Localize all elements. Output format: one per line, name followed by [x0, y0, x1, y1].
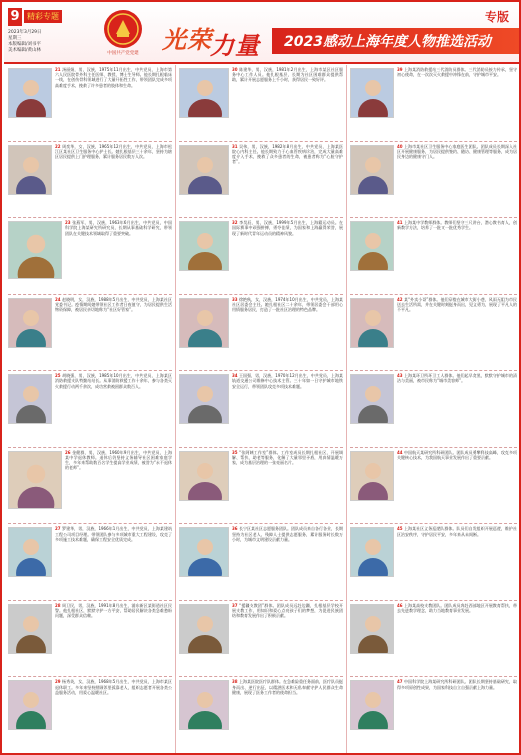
nominee-entry	[350, 144, 517, 216]
nominee-number: 21	[55, 67, 63, 72]
entry-divider	[179, 447, 343, 448]
entry-divider	[179, 217, 343, 218]
nominee-description: 赵晓明，女，汉族，1988年5月出生，中共党员，上海某社区党委书记。疫情期间她带领社区工作者日夜值守，为居民提供生活物资保障，被居民亲切地称为“社区好管家”。	[55, 296, 172, 313]
nominee-text	[8, 679, 172, 695]
nominee-photo	[350, 145, 394, 195]
nominee-text	[179, 297, 343, 313]
column-right	[350, 65, 517, 754]
nominee-number: 43	[397, 373, 404, 379]
nominee-entry	[8, 603, 172, 675]
nominee-entry	[350, 297, 517, 369]
nominee-description: 上海某高校支教团队。团队成员奔赴西部地区开展教育帮扶，带去先进教学理念，助力当地教育事业发展。	[397, 602, 517, 614]
nominee-entry	[179, 67, 343, 139]
nominee-photo	[350, 298, 394, 348]
nominee-entry	[8, 144, 172, 216]
nominee-entry	[8, 679, 172, 751]
nominee-description: 陈建华，男，汉族，1981年2月出生，上海市某区社区服务中心工作人员。他扎根基层，长期为社区困难群众提供帮助，累计开展志愿服务上千小时，获得居民一致好评。	[232, 67, 343, 83]
nominee-description: 金健群，男，汉族，1960年9月出生，中共党员，上海某中学退休教师。退休后仍坚持义务辅导社区困难家庭学生，多年来帮助数百名学生提高学业成绩，被誉为“永不退休的老师”。	[65, 449, 172, 471]
corner-label: 专版	[484, 10, 509, 24]
entry-divider	[350, 294, 517, 295]
nominee-text	[350, 679, 517, 689]
nominee-photo	[8, 374, 52, 424]
nominee-text	[350, 220, 517, 230]
nominee-entry	[179, 144, 343, 216]
nominee-entry	[179, 373, 343, 445]
entry-divider	[179, 141, 343, 142]
nominee-description: 徐艳秋，女，汉族，1974年10月出生，中共党员，上海某社区居委会主任。她扎根社区二十余年，带领居委会干部用心用情服务居民，打造了一批社区治理的特色品牌。	[232, 296, 343, 313]
nominee-description: 上海某消防救援站三代消防员群体。三代消防员接力传承，坚守初心使命，在一次次灭火救援中冲锋在前，守护城市平安。	[397, 67, 517, 78]
nominee-text	[179, 220, 343, 236]
nominee-text	[179, 603, 343, 619]
nominee-description: 周卫民，男，汉族，1991年8月出生，浦东新区某街道社区民警。他扎根社区，默默守护一方平安，帮助居民解决各类急难愁盼问题，深受群众信赖。	[55, 602, 172, 619]
nominee-text	[179, 144, 343, 165]
nominee-description: 上海某社区义务巡逻队群体。队员们自发组织开展巡逻，维护社区治安秩序，守护居民平安，多年来从未间断。	[397, 526, 517, 537]
nominee-number: 24	[55, 296, 63, 302]
nominee-entry	[8, 526, 172, 598]
nominee-number: 37	[232, 602, 240, 608]
nominee-description: 上海某中学教师群体。教师们坚守三尺讲台，潜心教书育人，创新教学方法，培养了一批又一批优秀学生。	[397, 220, 517, 231]
nominee-text	[350, 603, 517, 613]
nominee-text	[350, 144, 517, 160]
nominee-description: 上海某环卫所环卫工人群体。他们起早贪黑，默默守护城市的清洁与美丽，被市民称为“城市美容师”。	[397, 373, 517, 384]
nominee-entry	[8, 220, 172, 292]
entry-divider	[8, 447, 172, 448]
nominee-text	[8, 373, 172, 389]
nominee-number: 42	[397, 296, 404, 302]
nominee-text	[350, 373, 517, 383]
nominee-number: 36	[232, 526, 239, 532]
party-emblem-icon	[102, 8, 144, 50]
page-header	[4, 4, 519, 62]
nominee-photo	[350, 451, 394, 501]
nominee-photo	[350, 374, 394, 424]
nominee-number: 31	[232, 143, 240, 149]
nominee-entry	[8, 450, 172, 522]
entry-divider	[350, 600, 517, 601]
issue-date: 2023年3月29日	[8, 30, 42, 35]
entry-divider	[8, 676, 172, 677]
entry-divider	[350, 217, 517, 218]
nominee-number: 40	[397, 143, 404, 149]
nominee-number: 45	[397, 526, 404, 532]
entry-divider	[8, 217, 172, 218]
nominee-number: 33	[232, 296, 239, 302]
nominee-entry	[350, 450, 517, 522]
nominee-number: 28	[55, 602, 63, 608]
nominee-photo	[350, 527, 394, 577]
entry-divider	[350, 447, 517, 448]
nominee-entry	[350, 526, 517, 598]
nominee-description: 李昊辰，男，汉族，1999年5月出生，上海籍运动员。在国际赛事中顽强拼搏，勇夺佳绩，为国家和上海赢得荣誉，展现了新时代青年运动员的精神风貌。	[232, 220, 343, 236]
nominee-text	[179, 67, 343, 83]
nominee-entry	[179, 526, 343, 598]
nominee-entry	[8, 297, 172, 369]
nominee-number: 39	[397, 67, 404, 72]
nominee-description: 汤丽娟，男，汉族，1975年11月出生，中共党员，上海市第六人民医院骨外科主任医师、教授、博士生导师。他长期扎根临床一线，在创伤骨科领域进行了大量开拓性工作，带领团队完成多项高难度手术，挽救了许多患者的肢体和生命。	[55, 67, 172, 88]
nominee-text	[8, 603, 172, 619]
column-left	[8, 65, 172, 754]
nominee-description: 上海某医院医疗队群体。在急难险重任务面前，医疗队员挺身而出、逆行出征，以精湛医术和无私奉献守护人民群众生命健康，展现了医务工作者的使命担当。	[232, 679, 343, 695]
nominee-number: 29	[55, 679, 63, 685]
nominee-photo	[350, 68, 394, 118]
nominee-description: 杨秀英，女，汉族，1968年5月出生，中共党员，上海市某区退休职工。多年来坚持照顾邻里孤寡老人，组织志愿者开展各类公益服务活动，用爱心温暖社区。	[55, 679, 172, 695]
nominee-text	[350, 297, 517, 313]
entry-divider	[179, 676, 343, 677]
nominee-photo	[8, 604, 52, 654]
logo-caption: 中国共产党党建	[107, 51, 139, 56]
nominee-number: 22	[55, 143, 63, 149]
entry-divider	[350, 523, 517, 524]
entry-divider	[179, 600, 343, 601]
page-number: 9	[8, 8, 22, 26]
designer-line: 美术编辑/黄山林	[8, 48, 42, 53]
nominee-photo	[8, 145, 52, 195]
nominee-description: 中国科学院上海某研究所科研团队。团队长期坚持基础研究，取得多项原创性成果，为国家科技自立自强贡献上海力量。	[397, 679, 517, 690]
column-divider	[346, 65, 347, 754]
nominee-description: 长宁区某社区志愿服务团队。团队成员来自各行各业，长期坚持为社区老人、残障人士提供志愿服务，累计服务时长数万小时，为城市文明建设贡献力量。	[232, 526, 343, 542]
nominee-photo	[179, 145, 229, 195]
nominee-photo	[8, 451, 62, 509]
editor-line: 本版编辑/刘书平	[8, 42, 42, 47]
nominee-number: 46	[397, 602, 404, 608]
nominee-number: 44	[397, 449, 404, 455]
nominee-number: 35	[232, 449, 240, 455]
nominee-description: 王国强，男，汉族，1970年12月出生，中共党员，上海某轨道交通公司维修中心技术主管。三十年如一日守护城市地铁安全运行，带领团队攻克多项技术难题。	[232, 373, 343, 389]
nominee-number: 32	[232, 220, 240, 226]
nominee-text	[8, 67, 172, 88]
nominee-description: 胡晓强，男，汉族，1985年10月出生，中共党员，上海某区消防救援支队特勤站站长。从事消防救援工作十余年，参与各类灭火救援行动两千余次，成功营救被困群众数百人。	[55, 373, 172, 389]
nominee-entry	[350, 679, 517, 751]
entry-divider	[8, 370, 172, 371]
nominee-number: 27	[55, 526, 63, 532]
nominee-photo	[8, 68, 52, 118]
nominee-entry	[350, 373, 517, 445]
nominee-text	[350, 67, 517, 77]
nominee-description: “援疆支教团”群体。团队成员远赴边疆，扎根基层学校开展支教工作，用知识和爱心点亮孩子们的梦想，为促进民族团结和教育发展作出了积极贡献。	[232, 602, 343, 619]
nominee-photo	[8, 221, 62, 279]
nominee-description: 吴伟，男，汉族，1982年8月出生，中共党员，上海某医院心内科主任。他长期致力于心血管疾病诊治，完成大量高难度介入手术，挽救了众多患者的生命，被患者称为“心脏守护者”。	[232, 143, 343, 165]
nominee-photo	[179, 604, 229, 654]
nominee-entry	[179, 603, 343, 675]
nominee-photo	[179, 221, 229, 271]
nominee-text	[8, 144, 172, 160]
nominee-text	[350, 450, 517, 460]
nominee-number: 26	[65, 449, 73, 455]
issue-weekday: 星期三	[8, 36, 22, 41]
nominee-text	[8, 297, 172, 313]
nominee-text	[179, 526, 343, 542]
nominee-photo	[8, 298, 52, 348]
nominee-entry	[350, 67, 517, 139]
nominee-number: 34	[232, 373, 239, 379]
nominee-entry	[179, 220, 343, 292]
nominee-photo	[179, 451, 229, 501]
nominee-number: 38	[232, 679, 239, 685]
nominee-number: 23	[65, 220, 73, 226]
nominee-photo	[350, 680, 394, 730]
event-title: 2023感动上海年度人物推选活动	[284, 34, 491, 50]
column-middle	[179, 65, 343, 754]
nominee-number: 41	[397, 220, 404, 226]
header-divider	[4, 62, 519, 64]
column-divider	[175, 65, 176, 754]
nominee-description: 罗建华，男，汉族，1966年1月出生，中共党员，上海某建筑工程公司项目经理。带领团队参与多项城市重大工程建设，攻克了多项施工技术难题，确保工程安全优质完成。	[55, 526, 172, 542]
nominee-photo	[179, 68, 229, 118]
entry-divider	[179, 523, 343, 524]
nominee-entry	[179, 297, 343, 369]
nominee-description: “张阿姨工作室”群体。工作室成员长期扎根社区，开展调解、帮扶、助老等服务，化解了大量邻里矛盾，用真情温暖万家，成为基层治理的一张亮丽名片。	[232, 449, 343, 466]
nominee-text	[8, 450, 172, 471]
entry-divider	[350, 370, 517, 371]
nominee-description: 周奕华，女，汉族，1965年12月出生，中共党员，上海市松江区某社区卫生服务中心护士长。她扎根基层三十余年，坚持为辖区居民提供上门护理服务，累计服务居民数万人次。	[55, 143, 172, 159]
nominee-number: 25	[55, 373, 63, 379]
nominee-photo	[179, 298, 229, 348]
nominee-number: 47	[397, 679, 404, 685]
nominee-entry	[179, 450, 343, 522]
nominee-text	[179, 373, 343, 389]
nominee-text	[8, 220, 172, 236]
title-part-2: 力量	[210, 32, 260, 60]
nominee-entry	[179, 679, 343, 751]
nominee-description: 中国航天某研究所科研团队。团队成员勇攀科技高峰，攻克多项关键核心技术，为我国航天事业发展作出了重要贡献。	[397, 449, 517, 460]
nominee-entry	[8, 67, 172, 139]
issue-meta	[8, 30, 42, 54]
nominee-text	[179, 450, 343, 466]
nominee-entry	[350, 220, 517, 292]
nominee-photo	[179, 680, 229, 730]
nominee-photo	[350, 604, 394, 654]
nominee-number: 30	[232, 67, 240, 72]
entry-divider	[350, 676, 517, 677]
entry-divider	[179, 370, 343, 371]
nominee-description: 某“外卖小哥”群体。他们穿梭在城市大街小巷，风雨无阻为市民送去生活所需，并在关键时刻挺身而出，见义勇为，展现了平凡人的不平凡。	[397, 296, 517, 313]
nominee-description: 上海市某社区卫生服务中心家庭医生团队。团队成员长期深入社区开展健康服务，为居民提供签约、随访、健康管理等服务，成为居民身边的健康守门人。	[397, 143, 517, 159]
entry-divider	[8, 600, 172, 601]
entry-divider	[350, 141, 517, 142]
nominee-photo	[8, 527, 52, 577]
nominee-text	[350, 526, 517, 536]
title-part-1: 光荣	[162, 26, 212, 54]
nominee-photo	[350, 221, 394, 271]
nominee-text	[179, 679, 343, 695]
entry-divider	[179, 294, 343, 295]
entry-divider	[8, 141, 172, 142]
nominee-description: 张燕军，男，汉族，1963年6月出生，中共党员，中国科学院上海某研究所研究员，长期从事基础科学研究，带领团队在关键技术领域取得了重要突破。	[65, 220, 172, 236]
nominee-photo	[179, 527, 229, 577]
nominee-photo	[8, 680, 52, 730]
nominee-photo	[179, 374, 229, 424]
nominee-entry	[8, 373, 172, 445]
nominee-entry	[350, 603, 517, 675]
entry-divider	[8, 294, 172, 295]
nominee-text	[8, 526, 172, 542]
section-tag: 精彩专题	[24, 10, 62, 23]
entry-divider	[8, 523, 172, 524]
